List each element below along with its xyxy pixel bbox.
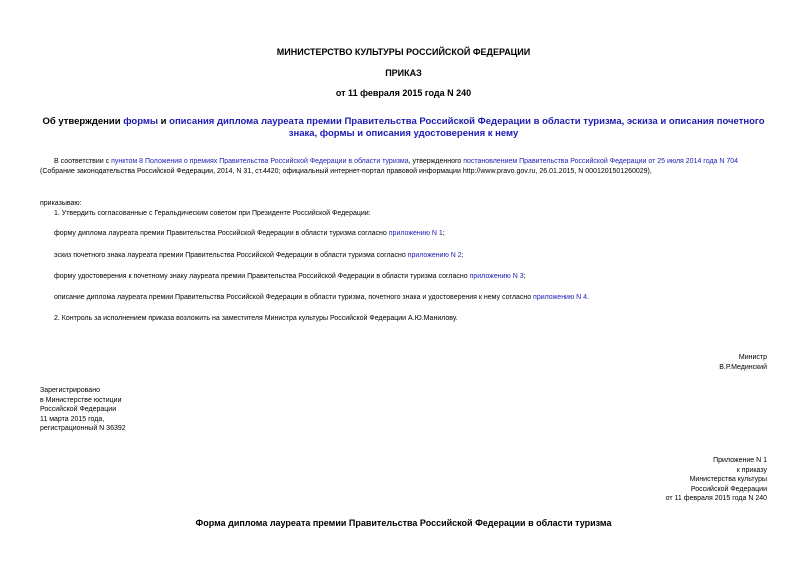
signature-name: В.Р.Мединский	[719, 363, 767, 371]
appendix-title: Форма диплома лауреата премии Правительства Российской Федерации в области туризма	[195, 518, 612, 528]
item-text: эскиз почетного знака лауреата премии Правительства Российской Федерации в области туризма согласно	[54, 252, 408, 259]
intro-paragraph-line1	[54, 157, 738, 166]
title-link-description[interactable]: описания диплома лауреата премии Правительства Российской Федерации в области туризма, эскиза и описания почетного знака, формы и описания удостоверения к нему	[169, 116, 765, 139]
appendix-line: Приложение N 1	[713, 457, 767, 464]
appendix-header	[666, 456, 767, 504]
title-text: и	[158, 116, 170, 127]
document-title	[40, 116, 767, 140]
signature-block	[719, 353, 767, 372]
order-item-badge-sketch	[54, 251, 464, 260]
item-text: ;	[442, 230, 445, 237]
document-date-number: от 11 февраля 2015 года N 240	[335, 88, 472, 98]
item-text: .	[587, 294, 590, 301]
order-item-1: 1. Утвердить согласованные с Геральдическим советом при Президенте Российской Федерации:	[54, 210, 371, 217]
link-appendix-3[interactable]: приложению N 3	[469, 273, 524, 280]
registration-line: Российской Федерации	[40, 406, 117, 413]
link-appendix-2[interactable]: приложению N 2	[407, 252, 462, 259]
item-text: форму удостоверения к почетному знаку лауреата премии Правительства Российской Федерации в области туризма согласно	[54, 273, 470, 280]
order-item-2-control: 2. Контроль за исполнением приказа возложить на заместителя Министра культуры Российской Федерации А.Ю.Манилову.	[54, 315, 458, 322]
ministry-heading: МИНИСТЕРСТВО КУЛЬТУРЫ РОССИЙСКОЙ ФЕДЕРАЦИИ	[276, 47, 531, 57]
title-link-form[interactable]: формы	[123, 116, 159, 127]
title-text: Об утверждении	[42, 116, 124, 127]
item-text: ;	[461, 252, 464, 259]
intro-text: , утвержденного	[408, 158, 464, 165]
appendix-line: Российской Федерации	[690, 485, 767, 493]
link-appendix-4[interactable]: приложению N 4	[533, 294, 588, 301]
registration-line: 11 марта 2015 года,	[40, 415, 105, 423]
order-word: приказываю:	[40, 200, 82, 207]
link-government-decree[interactable]: постановлением Правительства Российской Федерации от 25 июля 2014 года N 704	[463, 158, 739, 165]
document-type: ПРИКАЗ	[385, 68, 422, 78]
appendix-line: к приказу	[736, 466, 767, 474]
intro-text: В соответствии с	[54, 158, 112, 165]
registration-line: в Министерстве юстиции	[40, 396, 122, 404]
registration-line: Зарегистрировано	[40, 387, 100, 394]
registration-line: регистрационный N 36392	[40, 425, 126, 432]
item-text: ;	[523, 273, 526, 280]
appendix-line: Министерства культуры	[689, 476, 767, 483]
intro-paragraph-line2: (Собрание законодательства Российской Федерации, 2014, N 31, ст.4420; официальный интернет-портал правовой информации http://www.pravo.gov.ru, 26.01.2015, N 0001201501260029),	[40, 168, 652, 175]
link-regulation-point8[interactable]: пунктом 8 Положения о премиях Правительства Российской Федерации в области туризма	[111, 158, 409, 165]
item-text: описание диплома лауреата премии Правительства Российской Федерации в области туризма, почетного знака и удостоверения к нему согласно	[54, 294, 534, 301]
order-item-descriptions	[54, 293, 589, 302]
item-text: форму диплома лауреата премии Правительства Российской Федерации в области туризма согласно	[54, 230, 389, 237]
appendix-line: от 11 февраля 2015 года N 240	[665, 495, 767, 502]
link-appendix-1[interactable]: приложению N 1	[388, 230, 443, 237]
order-item-diploma-form	[54, 229, 445, 238]
signature-position: Министр	[738, 354, 767, 361]
registration-block	[40, 386, 126, 434]
order-item-certificate-form	[54, 272, 526, 281]
